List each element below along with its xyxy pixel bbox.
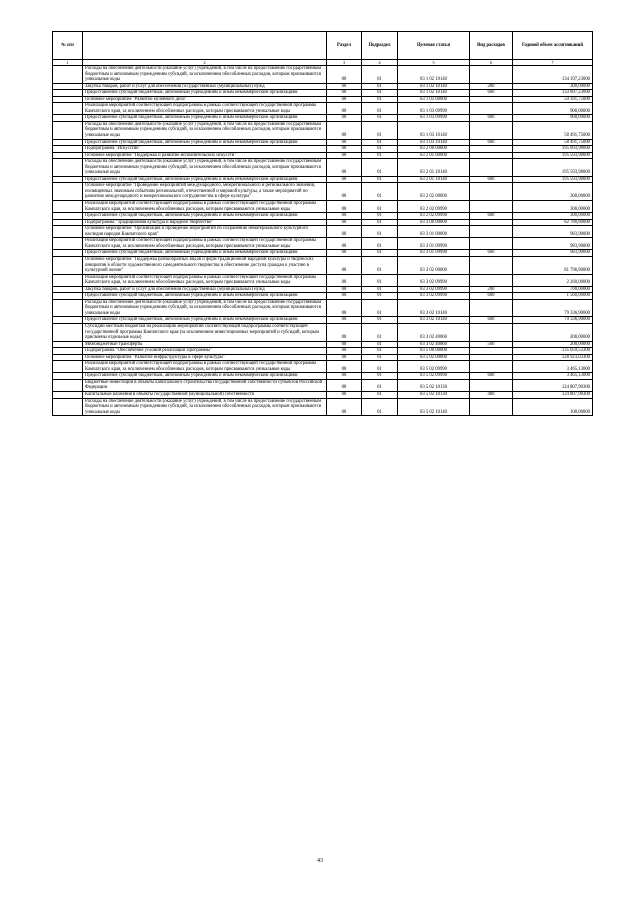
row-podrazdel: 01 — [362, 201, 398, 213]
row-name: Расходы на обеспечение деятельности (оказание услуг) учреждений, в том числе на предоставление государственным бюджетным и автономным учреждениям субсидий, за исключением обособленных расходов, которым присваиваются уникальные коды — [83, 66, 327, 84]
row-amount: 300,00000 — [513, 183, 593, 201]
row-razdel: 08 — [327, 103, 362, 115]
row-target: 03 2 01 10140 — [398, 176, 470, 183]
row-amount: 300,00000 — [513, 213, 593, 220]
row-podrazdel: 01 — [362, 341, 398, 348]
row-vid — [470, 183, 513, 201]
row-name: Межбюджетные трансферты — [83, 341, 327, 348]
row-target: 03 2 02 09990 — [398, 213, 470, 220]
row-amount: 82 780,80000 — [513, 219, 593, 226]
row-number — [53, 299, 83, 317]
row-name: Основное мероприятие "Развитие инфраструктуры в сфере культуры" — [83, 354, 327, 361]
row-vid — [470, 361, 513, 373]
row-name: Расходы на обеспечение деятельности (оказание услуг) учреждений, в том числе на предоставление государственным бюджетным и автономным учреждениям субсидий, за исключением обособленных расходов, которым присваиваются уникальные коды — [83, 398, 327, 416]
row-vid — [470, 66, 513, 84]
row-podrazdel: 01 — [362, 373, 398, 380]
header-row — [53, 32, 593, 60]
row-target: 03 2 02 09990 — [398, 201, 470, 213]
row-name: Расходы на обеспечение деятельности (оказание услуг) учреждений, в том числе на предоставление государственным бюджетным и автономным учреждениям субсидий, за исключением обособленных расходов, которым присваиваются уникальные коды — [83, 159, 327, 177]
row-amount: 195 893,98000 — [513, 146, 593, 153]
header-col-razdel: Раздел — [327, 32, 362, 60]
row-target: 03 2 00 00000 — [398, 146, 470, 153]
row-target: 03 3 02 10140 — [398, 317, 470, 324]
table-body — [53, 66, 593, 416]
row-vid — [470, 159, 513, 177]
row-razdel: 08 — [327, 274, 362, 286]
page-number: 43 — [317, 858, 323, 864]
row-target: 03 1 03 00000 — [398, 96, 470, 103]
row-name: Закупка товаров, работ и услуг для обеспечения государственных (муниципальных) нужд — [83, 83, 327, 90]
row-razdel: 08 — [327, 201, 362, 213]
table-row — [53, 201, 593, 213]
column-number: 3 — [327, 60, 362, 66]
row-vid: 600 — [470, 90, 513, 97]
header-col-number: № п/п — [53, 32, 83, 60]
row-vid — [470, 238, 513, 250]
row-name: Основное мероприятие "Организация и проведение мероприятий по сохранению нематериального культурного наследия народов Камчатского края" — [83, 226, 327, 238]
row-number — [53, 159, 83, 177]
table-row — [53, 159, 593, 177]
row-amount: 124 807,90300 — [513, 379, 593, 391]
row-amount: 3 465,13000 — [513, 373, 593, 380]
row-podrazdel: 01 — [362, 159, 398, 177]
row-podrazdel: 01 — [362, 317, 398, 324]
row-name: Подпрограмма "Традиционная культура и народное творчество" — [83, 219, 327, 226]
row-podrazdel: 01 — [362, 226, 398, 238]
row-name: Закупка товаров, работ и услуг для обеспечения государственных (муниципальных) нужд — [83, 286, 327, 293]
row-amount: 133 897,23000 — [513, 90, 593, 97]
row-podrazdel: 01 — [362, 354, 398, 361]
row-podrazdel: 01 — [362, 103, 398, 115]
row-razdel: 08 — [327, 96, 362, 103]
row-number — [53, 274, 83, 286]
row-podrazdel: 01 — [362, 286, 398, 293]
row-razdel: 08 — [327, 323, 362, 341]
row-amount: 58 491,75000 — [513, 121, 593, 139]
row-name: Реализация мероприятий соответствующей подпрограммы в рамках соответствующей государственной программы Камчатского края, за исключением обособленных расходов, которым присваиваются уникальные коды — [83, 201, 327, 213]
row-target: 03 3 02 09990 — [398, 274, 470, 286]
row-razdel: 08 — [327, 115, 362, 122]
row-target: 03 1 02 10140 — [398, 90, 470, 97]
row-name: Предоставление субсидий бюджетным, автономным учреждениям и иным некоммерческим организациям — [83, 139, 327, 146]
row-number — [53, 361, 83, 373]
column-number: 6 — [470, 60, 513, 66]
row-podrazdel: 01 — [362, 115, 398, 122]
budget-table — [52, 31, 593, 416]
table-row — [53, 323, 593, 341]
row-target: 03 3 01 00000 — [398, 226, 470, 238]
row-amount: 700,00000 — [513, 286, 593, 293]
row-target: 03 1 03 10140 — [398, 139, 470, 146]
row-name: Бюджетные инвестиции в объекты капитального строительства государственной собственности субъектов Российской Федерации — [83, 379, 327, 391]
row-podrazdel: 01 — [362, 379, 398, 391]
row-amount: 128 923,03300 — [513, 354, 593, 361]
row-vid: 600 — [470, 176, 513, 183]
row-vid: 600 — [470, 139, 513, 146]
row-amount: 100,00000 — [513, 398, 593, 416]
table-row — [53, 379, 593, 391]
row-name: Основное мероприятие "Поддержка разнообразных видов и форм традиционной народной культуры и творческих инициатив в области художественного самодеятельного творчества и обеспечение доступа граждан к участию в культурной жизни" — [83, 256, 327, 274]
row-number — [53, 238, 83, 250]
row-amount: 300,00000 — [513, 201, 593, 213]
row-amount: 79 336,90000 — [513, 317, 593, 324]
header-col-name — [83, 32, 327, 60]
row-number — [53, 103, 83, 115]
row-vid — [470, 226, 513, 238]
row-podrazdel: 01 — [362, 66, 398, 84]
row-podrazdel: 01 — [362, 256, 398, 274]
row-amount: 983,90000 — [513, 238, 593, 250]
budget-sheet — [52, 31, 592, 416]
row-number — [53, 379, 83, 391]
row-amount: 1 560,00000 — [513, 293, 593, 300]
row-target: 03 5 02 10140 — [398, 398, 470, 416]
row-vid — [470, 201, 513, 213]
row-podrazdel: 01 — [362, 213, 398, 220]
row-target: 03 5 02 10130 — [398, 391, 470, 398]
row-podrazdel: 01 — [362, 183, 398, 201]
row-target: 03 3 01 09990 — [398, 250, 470, 257]
table-row — [53, 398, 593, 416]
table-row — [53, 299, 593, 317]
row-target: 03 3 02 40060 — [398, 323, 470, 341]
row-target: 03 3 02 09990 — [398, 286, 470, 293]
row-razdel: 08 — [327, 83, 362, 90]
table-row — [53, 361, 593, 373]
row-podrazdel: 01 — [362, 348, 398, 355]
row-name: Предоставление субсидий бюджетным, автономным учреждениям и иным некоммерческим организациям — [83, 293, 327, 300]
row-amount: 195 593,98000 — [513, 152, 593, 159]
row-number — [53, 226, 83, 238]
header-col-podrazdel: Подраздел — [362, 32, 398, 60]
row-podrazdel: 01 — [362, 139, 398, 146]
row-amount: 983,90000 — [513, 226, 593, 238]
row-amount: 195 593,98000 — [513, 176, 593, 183]
row-name: Предоставление субсидий бюджетным, автономным учреждениям и иным некоммерческим организациям — [83, 115, 327, 122]
row-razdel: 08 — [327, 139, 362, 146]
row-podrazdel: 01 — [362, 398, 398, 416]
row-vid — [470, 379, 513, 391]
table-row — [53, 183, 593, 201]
row-target: 03 5 02 09990 — [398, 373, 470, 380]
header-col-amount: Годовой объем ассигнований — [513, 32, 593, 60]
row-amount: 200,00000 — [513, 323, 593, 341]
row-amount: 124 807,90300 — [513, 391, 593, 398]
row-target: 03 2 02 00000 — [398, 183, 470, 201]
row-number — [53, 183, 83, 201]
row-vid: 600 — [470, 250, 513, 257]
row-razdel: 08 — [327, 348, 362, 355]
row-vid — [470, 323, 513, 341]
row-razdel: 08 — [327, 146, 362, 153]
row-name: Предоставление субсидий бюджетным, автономным учреждениям и иным некоммерческим организациям — [83, 213, 327, 220]
row-podrazdel: 01 — [362, 146, 398, 153]
row-name: Расходы на обеспечение деятельности (оказание услуг) учреждений, в том числе на предоставление государственным бюджетным и автономным учреждениям субсидий, за исключением обособленных расходов, которым присваиваются уникальные коды — [83, 121, 327, 139]
row-razdel: 08 — [327, 379, 362, 391]
row-target: 03 2 01 10140 — [398, 159, 470, 177]
row-amount: 79 336,90000 — [513, 299, 593, 317]
row-razdel: 08 — [327, 341, 362, 348]
row-podrazdel: 01 — [362, 299, 398, 317]
row-amount: 200,00000 — [513, 341, 593, 348]
row-razdel: 08 — [327, 299, 362, 317]
row-vid: 600 — [470, 317, 513, 324]
row-razdel: 08 — [327, 183, 362, 201]
header-col-vid: Вид расходов — [470, 32, 513, 60]
table-row — [53, 226, 593, 238]
row-razdel: 08 — [327, 176, 362, 183]
row-razdel: 08 — [327, 250, 362, 257]
row-podrazdel: 01 — [362, 83, 398, 90]
row-target: 03 5 00 00000 — [398, 348, 470, 355]
row-target: 03 1 03 09990 — [398, 115, 470, 122]
row-razdel: 08 — [327, 286, 362, 293]
table-row — [53, 256, 593, 274]
table-row — [53, 103, 593, 115]
row-name: Подпрограмма "Искусство" — [83, 146, 327, 153]
row-target: 03 5 02 09990 — [398, 361, 470, 373]
row-razdel: 08 — [327, 213, 362, 220]
row-vid: 600 — [470, 373, 513, 380]
row-podrazdel: 01 — [362, 152, 398, 159]
row-razdel: 08 — [327, 391, 362, 398]
row-vid: 600 — [470, 213, 513, 220]
row-vid — [470, 299, 513, 317]
row-number — [53, 201, 83, 213]
table-row — [53, 121, 593, 139]
row-name: Основное мероприятие "Развитие музейного дела" — [83, 96, 327, 103]
row-podrazdel: 01 — [362, 323, 398, 341]
row-name: Предоставление субсидий бюджетным, автономным учреждениям и иным некоммерческим организациям — [83, 317, 327, 324]
row-target: 03 3 01 09990 — [398, 238, 470, 250]
row-razdel: 08 — [327, 238, 362, 250]
column-number: 1 — [53, 60, 83, 66]
table-row — [53, 238, 593, 250]
row-name: Расходы на обеспечение деятельности (оказание услуг) учреждений, в том числе на предоставление государственным бюджетным и автономным учреждениям субсидий, за исключением обособленных расходов, которым присваиваются уникальные коды — [83, 299, 327, 317]
row-number — [53, 121, 83, 139]
row-razdel: 08 — [327, 90, 362, 97]
row-podrazdel: 01 — [362, 274, 398, 286]
row-podrazdel: 01 — [362, 238, 398, 250]
row-amount: 135 059,53300 — [513, 348, 593, 355]
row-name: Капитальные вложения в объекты государственной (муниципальной) собственности — [83, 391, 327, 398]
row-number — [53, 66, 83, 84]
row-podrazdel: 01 — [362, 250, 398, 257]
row-name: Предоставление субсидий бюджетным, автономным учреждениям и иным некоммерческим организациям — [83, 176, 327, 183]
row-podrazdel: 01 — [362, 219, 398, 226]
row-razdel: 08 — [327, 152, 362, 159]
row-name: Основное мероприятие "Поддержка и развитие исполнительских искусств" — [83, 152, 327, 159]
row-target: 03 5 02 00000 — [398, 354, 470, 361]
row-amount: 3 465,13000 — [513, 361, 593, 373]
row-vid: 200 — [470, 286, 513, 293]
row-amount: 983,90000 — [513, 250, 593, 257]
row-name: Реализация мероприятий соответствующей подпрограммы в рамках соответствующей государственной программы Камчатского края, за исключением обособленных расходов, которым присваиваются уникальные коды — [83, 238, 327, 250]
row-vid: 200 — [470, 83, 513, 90]
row-razdel: 08 — [327, 398, 362, 416]
row-target: 03 3 02 00000 — [398, 256, 470, 274]
column-number: 2 — [83, 60, 327, 66]
row-name: Реализация мероприятий соответствующей подпрограммы в рамках соответствующей государственной программы Камчатского края, за исключением обособленных расходов, которым присваиваются уникальные коды — [83, 361, 327, 373]
row-name: Подпрограмма "Обеспечение условий реализации Программы" — [83, 348, 327, 355]
row-name: Предоставление субсидий бюджетным, автономным учреждениям и иным некоммерческим организациям — [83, 250, 327, 257]
column-number: 5 — [398, 60, 470, 66]
column-number: 7 — [513, 60, 593, 66]
row-target: 03 3 00 00000 — [398, 219, 470, 226]
row-podrazdel: 01 — [362, 176, 398, 183]
row-podrazdel: 01 — [362, 391, 398, 398]
row-vid — [470, 103, 513, 115]
row-number — [53, 323, 83, 341]
row-razdel: 08 — [327, 159, 362, 177]
row-razdel: 08 — [327, 219, 362, 226]
row-amount: 134 197,23000 — [513, 66, 593, 84]
row-target: 03 3 02 09990 — [398, 293, 470, 300]
row-razdel: 08 — [327, 121, 362, 139]
row-amount: 900,00000 — [513, 115, 593, 122]
row-target: 03 3 02 10140 — [398, 299, 470, 317]
row-razdel: 08 — [327, 256, 362, 274]
column-number: 4 — [362, 60, 398, 66]
row-razdel: 08 — [327, 226, 362, 238]
row-vid: 600 — [470, 293, 513, 300]
row-podrazdel: 01 — [362, 96, 398, 103]
row-razdel: 08 — [327, 66, 362, 84]
row-amount: 58 491,75000 — [513, 139, 593, 146]
row-vid — [470, 398, 513, 416]
table-row — [53, 66, 593, 84]
row-podrazdel: 01 — [362, 361, 398, 373]
row-amount: 195 593,98000 — [513, 159, 593, 177]
row-razdel: 08 — [327, 373, 362, 380]
row-razdel: 08 — [327, 317, 362, 324]
row-target: 03 2 01 00000 — [398, 152, 470, 159]
row-podrazdel: 01 — [362, 90, 398, 97]
row-name: Реализация мероприятий соответствующей подпрограммы в рамках соответствующей государственной программы Камчатского края, за исключением обособленных расходов, которым присваиваются уникальные коды — [83, 274, 327, 286]
row-number — [53, 256, 83, 274]
row-target: 03 3 02 40060 — [398, 341, 470, 348]
row-target: 03 1 03 10140 — [398, 121, 470, 139]
row-razdel: 08 — [327, 293, 362, 300]
row-name: Предоставление субсидий бюджетным, автономным учреждениям и иным некоммерческим организациям — [83, 373, 327, 380]
row-name: Субсидии местным бюджетам на реализацию мероприятий соответствующей подпрограммы соответствующей государственной программы Камчатского края (за исключением инвестиционных мероприятий и субсидий, которым присвоены отдельные коды) — [83, 323, 327, 341]
row-razdel: 08 — [327, 361, 362, 373]
row-target: 03 1 02 10140 — [398, 66, 470, 84]
row-amount: 59 391,75000 — [513, 96, 593, 103]
row-vid: 600 — [470, 115, 513, 122]
row-name: Основное мероприятие "Проведение мероприятий международного, межрегионального и регионального значения, посвященных значимым событиям региональной, отечественной и мировой культуры, а также мероприятий по развитию международного и межрегионального сотрудничества в сфере культуры" — [83, 183, 327, 201]
row-amount: 300,00000 — [513, 83, 593, 90]
row-name: Реализация мероприятий соответствующей подпрограммы в рамках соответствующей государственной программы Камчатского края, за исключением обособленных расходов, которым присваиваются уникальные коды — [83, 103, 327, 115]
row-podrazdel: 01 — [362, 121, 398, 139]
row-amount: 2 260,00000 — [513, 274, 593, 286]
header-col-target: Целевая статья — [398, 32, 470, 60]
row-vid — [470, 274, 513, 286]
row-name: Предоставление субсидий бюджетным, автономным учреждениям и иным некоммерческим организациям — [83, 90, 327, 97]
row-number — [53, 398, 83, 416]
row-vid — [470, 121, 513, 139]
row-razdel: 08 — [327, 354, 362, 361]
row-amount: 900,00000 — [513, 103, 593, 115]
row-podrazdel: 01 — [362, 293, 398, 300]
table-row — [53, 274, 593, 286]
row-amount: 81 796,90000 — [513, 256, 593, 274]
row-vid: 500 — [470, 341, 513, 348]
row-target: 03 5 02 10130 — [398, 379, 470, 391]
row-target: 03 1 03 09990 — [398, 103, 470, 115]
row-vid — [470, 256, 513, 274]
row-target: 03 1 02 10140 — [398, 83, 470, 90]
row-vid: 400 — [470, 391, 513, 398]
